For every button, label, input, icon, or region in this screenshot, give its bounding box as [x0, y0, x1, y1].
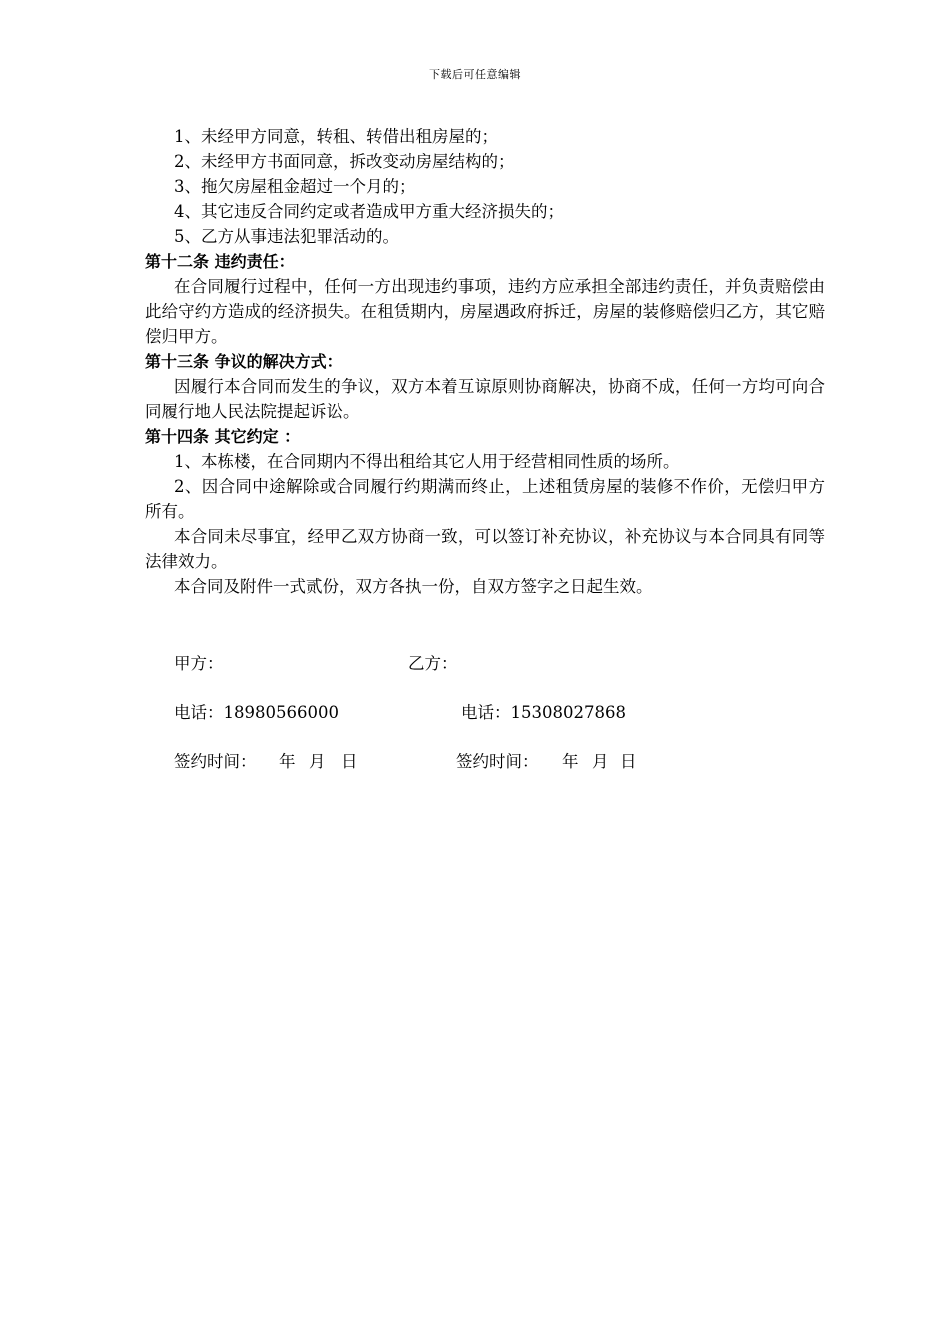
- party-a-day: 日: [341, 752, 358, 771]
- article-14-item-1: 1、本栋楼，在合同期内不得出租给其它人用于经营相同性质的场所。: [174, 452, 680, 471]
- list-item: 3、拖欠房屋租金超过一个月的；: [174, 177, 416, 196]
- party-b-sign-time-label: 签约时间：: [456, 752, 539, 771]
- party-b-label: 乙方：: [408, 654, 458, 673]
- article-14-item-2: 2、因合同中途解除或合同履行约期满而终止，上述租赁房屋的装修不作价，无偿归甲方所有。: [145, 477, 825, 521]
- header-note: 下载后可任意编辑: [429, 68, 521, 81]
- list-item: 2、未经甲方书面同意，拆改变动房屋结构的；: [174, 152, 515, 171]
- article-12-body: 在合同履行过程中，任何一方出现违约事项，违约方应承担全部违约责任，并负责赔偿由此给守约方造成的经济损失。在租赁期内，房屋遇政府拆迁，房屋的装修赔偿归乙方，其它赔偿归甲方。: [145, 277, 825, 346]
- list-item: 4、其它违反合同约定或者造成甲方重大经济损失的；: [174, 202, 564, 221]
- list-item: 5、乙方从事违法犯罪活动的。: [174, 227, 399, 246]
- party-b-month: 月: [592, 752, 609, 771]
- copies-clause: 本合同及附件一式贰份，双方各执一份，自双方签字之日起生效。: [174, 577, 653, 596]
- party-a-label: 甲方：: [174, 654, 224, 673]
- party-b-year: 年: [562, 752, 579, 771]
- party-a-month: 月: [309, 752, 326, 771]
- party-a-phone: 电话：18980566000: [174, 703, 339, 722]
- party-a-sign-time-label: 签约时间：: [174, 752, 257, 771]
- party-b-phone: 电话：15308027868: [461, 703, 626, 722]
- contract-body: [145, 124, 825, 599]
- list-item: 1、未经甲方同意，转租、转借出租房屋的；: [174, 127, 498, 146]
- article-14-heading: 第十四条 其它约定 ：: [145, 427, 301, 446]
- party-a-year: 年: [279, 752, 296, 771]
- article-13-heading: 第十三条 争议的解决方式：: [145, 352, 343, 371]
- article-12-heading: 第十二条 违约责任：: [145, 252, 295, 271]
- article-13-body: 因履行本合同而发生的争议，双方本着互谅原则协商解决，协商不成，任何一方均可向合同履行地人民法院提起诉讼。: [145, 377, 825, 421]
- party-b-day: 日: [620, 752, 637, 771]
- supplement-clause: 本合同未尽事宜，经甲乙双方协商一致，可以签订补充协议，补充协议与本合同具有同等法律效力。: [145, 527, 825, 571]
